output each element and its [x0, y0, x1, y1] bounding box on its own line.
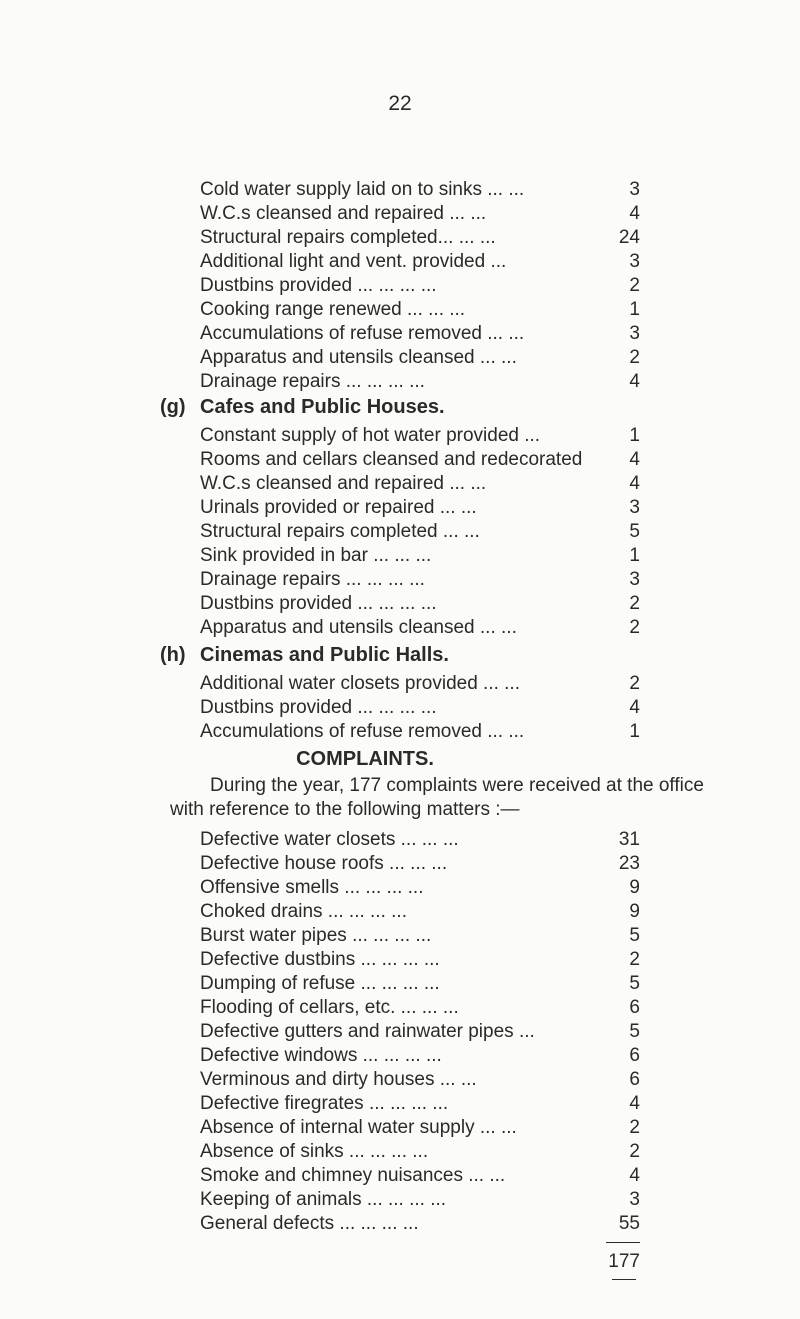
item-value: 2: [629, 949, 640, 970]
item-label: Burst water pipes ... ... ... ...: [200, 925, 432, 946]
list-item: [0, 1188, 800, 1212]
complaints-heading: COMPLAINTS.: [296, 748, 434, 770]
item-value: 5: [629, 925, 640, 946]
list-item: [0, 1044, 800, 1068]
list-item: [0, 876, 800, 900]
item-label: Dustbins provided ... ... ... ...: [200, 697, 437, 718]
item-value: 2: [629, 347, 640, 368]
item-label: Flooding of cellars, etc. ... ... ...: [200, 997, 459, 1018]
list-item: [0, 924, 800, 948]
item-value: 4: [629, 1165, 640, 1186]
item-label: Defective gutters and rainwater pipes ...: [200, 1021, 535, 1042]
list-item: [0, 852, 800, 876]
list-item: [0, 948, 800, 972]
section-title: Cinemas and Public Halls.: [200, 644, 449, 666]
list-item: [0, 972, 800, 996]
list-item: [0, 520, 800, 544]
item-value: 4: [629, 449, 640, 470]
item-label: Structural repairs completed ... ...: [200, 521, 480, 542]
list-item: [0, 202, 800, 226]
item-label: Cooking range renewed ... ... ...: [200, 299, 466, 320]
item-label: Choked drains ... ... ... ...: [200, 901, 407, 922]
item-label: Dustbins provided ... ... ... ...: [200, 593, 437, 614]
item-label: Accumulations of refuse removed ... ...: [200, 323, 525, 344]
item-label: W.C.s cleansed and repaired ... ...: [200, 203, 487, 224]
item-label: Dumping of refuse ... ... ... ...: [200, 973, 440, 994]
item-label: W.C.s cleansed and repaired ... ...: [200, 473, 487, 494]
list-item: [0, 1140, 800, 1164]
item-label: Defective house roofs ... ... ...: [200, 853, 448, 874]
list-item: [0, 298, 800, 322]
item-label: Rooms and cellars cleansed and redecorated: [200, 449, 583, 470]
list-item: [0, 592, 800, 616]
list-item: [0, 996, 800, 1020]
item-value: 3: [629, 1189, 640, 1210]
item-value: 9: [629, 877, 640, 898]
list-item: [0, 828, 800, 852]
item-value: 2: [629, 593, 640, 614]
item-value: 2: [629, 275, 640, 296]
list-item: [0, 900, 800, 924]
list-item: [0, 1020, 800, 1044]
list-item: [0, 1092, 800, 1116]
intro-line-2: with reference to the following matters :—: [170, 799, 520, 820]
item-label: Dustbins provided ... ... ... ...: [200, 275, 437, 296]
list-item: [0, 370, 800, 394]
list-item: [0, 496, 800, 520]
item-value: 4: [629, 371, 640, 392]
item-label: Keeping of animals ... ... ... ...: [200, 1189, 447, 1210]
item-value: 3: [629, 323, 640, 344]
section-marker: (g): [160, 396, 186, 418]
list-item: [0, 1068, 800, 1092]
item-value: 5: [629, 521, 640, 542]
item-value: 1: [629, 721, 640, 742]
list-item: [0, 1116, 800, 1140]
list-item: [0, 322, 800, 346]
page-number: 22: [388, 92, 412, 115]
total-rule: [606, 1242, 640, 1243]
item-label: Urinals provided or repaired ... ...: [200, 497, 477, 518]
item-label: Defective windows ... ... ... ...: [200, 1045, 442, 1066]
item-value: 6: [629, 1045, 640, 1066]
item-value: 3: [629, 179, 640, 200]
list-item: [0, 696, 800, 720]
complaints-total: 177: [608, 1251, 640, 1272]
item-value: 1: [629, 425, 640, 446]
item-label: Accumulations of refuse removed ... ...: [200, 721, 525, 742]
item-value: 5: [629, 973, 640, 994]
item-value: 2: [629, 617, 640, 638]
item-label: Verminous and dirty houses ... ...: [200, 1069, 477, 1090]
item-label: Defective water closets ... ... ...: [200, 829, 459, 850]
item-value: 5: [629, 1021, 640, 1042]
item-value: 4: [629, 473, 640, 494]
list-item: [0, 568, 800, 592]
item-value: 31: [618, 829, 640, 850]
item-value: 2: [629, 673, 640, 694]
list-item: [0, 448, 800, 472]
item-value: 6: [629, 997, 640, 1018]
item-label: Defective dustbins ... ... ... ...: [200, 949, 440, 970]
list-item: [0, 424, 800, 448]
item-value: 24: [618, 227, 640, 248]
item-label: Absence of internal water supply ... ...: [200, 1117, 517, 1138]
item-label: Sink provided in bar ... ... ...: [200, 545, 432, 566]
item-label: Apparatus and utensils cleansed ... ...: [200, 617, 517, 638]
total-underline: [612, 1279, 636, 1280]
item-label: Additional water closets provided ... ...: [200, 673, 520, 694]
list-item: [0, 616, 800, 640]
section-marker: (h): [160, 644, 186, 666]
list-item: [0, 274, 800, 298]
item-label: Apparatus and utensils cleansed ... ...: [200, 347, 517, 368]
item-label: Offensive smells ... ... ... ...: [200, 877, 424, 898]
list-item: [0, 250, 800, 274]
list-item: [0, 672, 800, 696]
item-value: 1: [629, 299, 640, 320]
item-value: 4: [629, 203, 640, 224]
section-heading-g: [0, 394, 800, 420]
list-item: [0, 178, 800, 202]
item-label: Cold water supply laid on to sinks ... ...: [200, 179, 525, 200]
item-label: Drainage repairs ... ... ... ...: [200, 569, 425, 590]
item-value: 9: [629, 901, 640, 922]
item-label: General defects ... ... ... ...: [200, 1213, 419, 1234]
list-item: [0, 472, 800, 496]
item-value: 6: [629, 1069, 640, 1090]
item-value: 3: [629, 251, 640, 272]
item-value: 1: [629, 545, 640, 566]
list-item: [0, 1212, 800, 1236]
item-value: 4: [629, 697, 640, 718]
item-label: Additional light and vent. provided ...: [200, 251, 507, 272]
list-item: [0, 346, 800, 370]
item-value: 55: [618, 1213, 640, 1234]
intro-line-1: During the year, 177 complaints were received at the office: [210, 775, 704, 796]
list-item: [0, 1164, 800, 1188]
item-label: Defective firegrates ... ... ... ...: [200, 1093, 449, 1114]
item-value: 3: [629, 497, 640, 518]
item-label: Constant supply of hot water provided ...: [200, 425, 541, 446]
list-item: [0, 720, 800, 744]
list-item: [0, 226, 800, 250]
list-item: [0, 544, 800, 568]
item-value: 2: [629, 1117, 640, 1138]
item-label: Absence of sinks ... ... ... ...: [200, 1141, 429, 1162]
item-label: Structural repairs completed... ... ...: [200, 227, 496, 248]
item-label: Drainage repairs ... ... ... ...: [200, 371, 425, 392]
section-title: Cafes and Public Houses.: [200, 396, 445, 418]
item-value: 2: [629, 1141, 640, 1162]
item-value: 4: [629, 1093, 640, 1114]
item-label: Smoke and chimney nuisances ... ...: [200, 1165, 506, 1186]
item-value: 23: [618, 853, 640, 874]
section-heading-h: [0, 642, 800, 668]
item-value: 3: [629, 569, 640, 590]
